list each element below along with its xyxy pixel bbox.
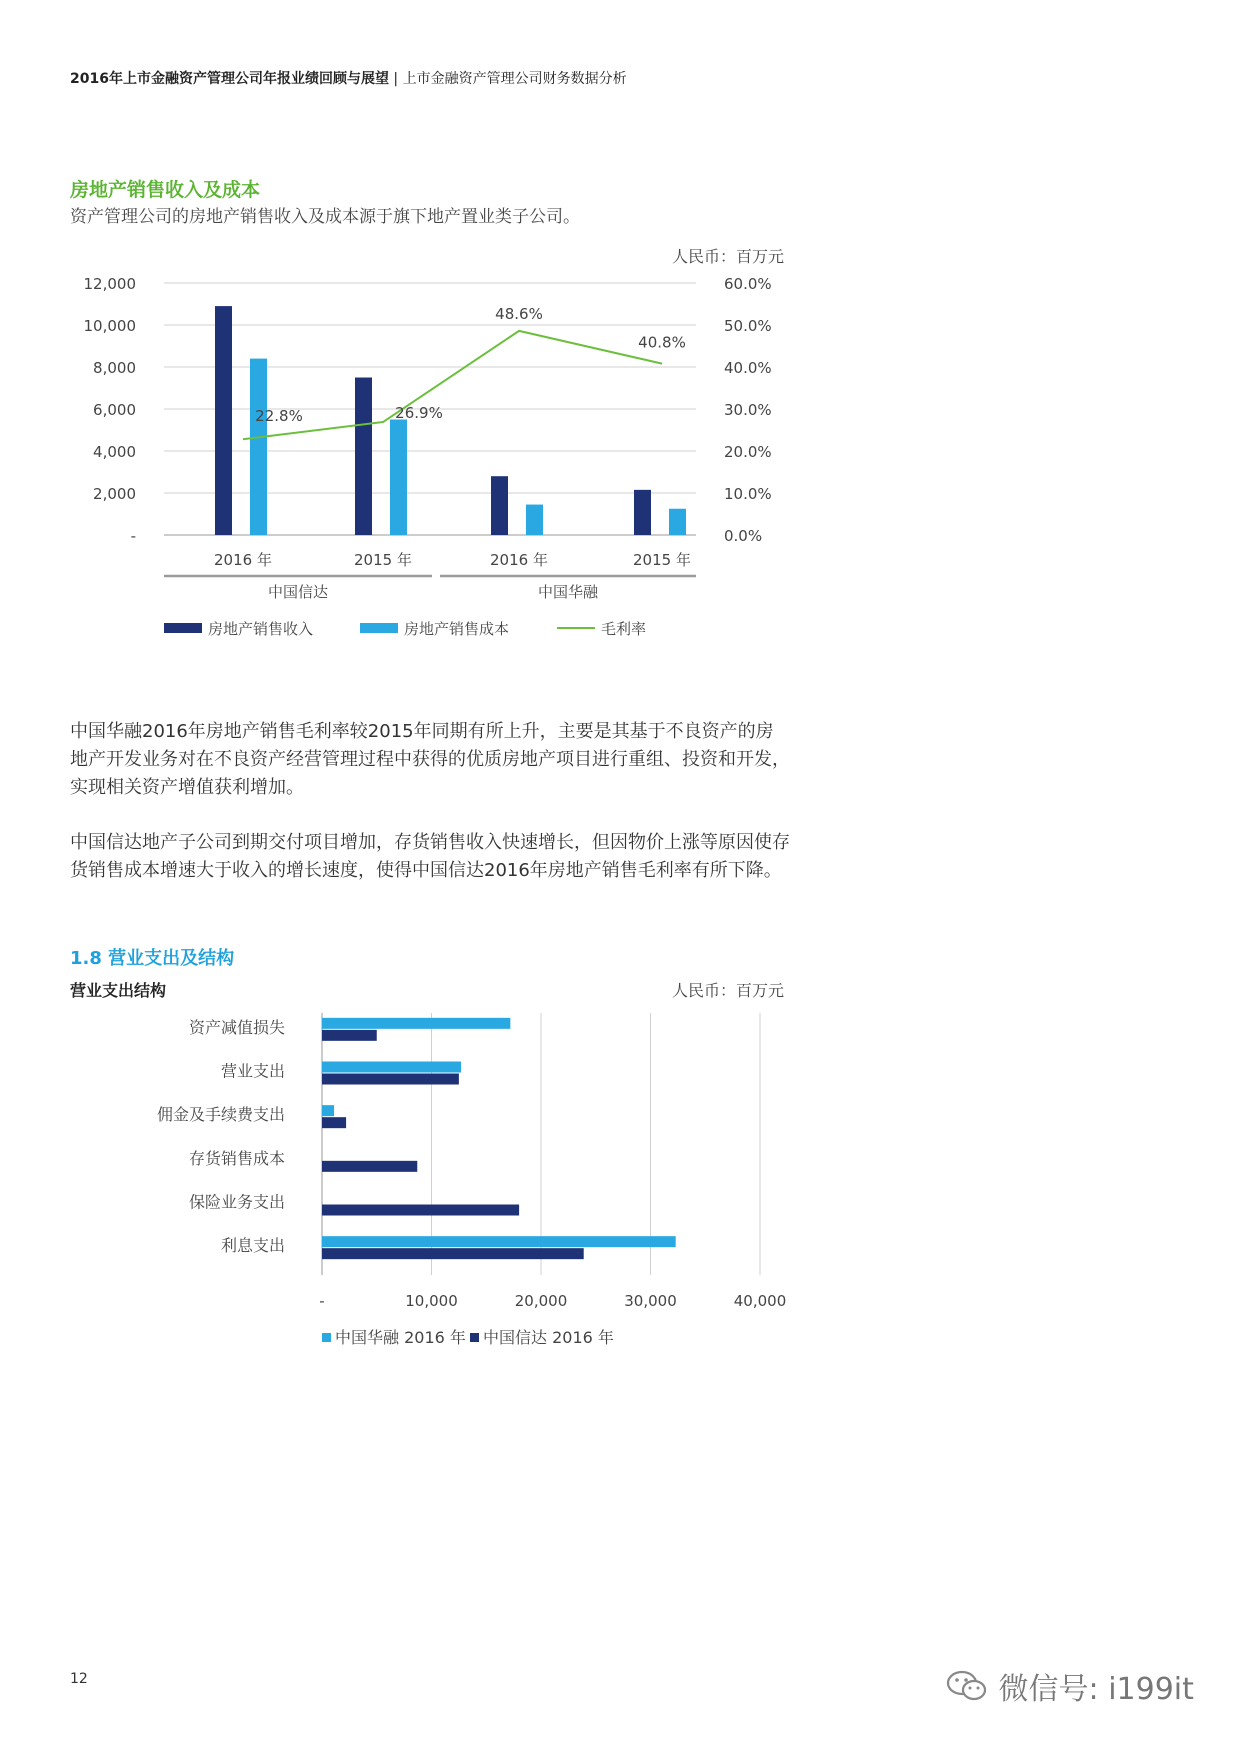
y-right-tick-label: 40.0%	[724, 359, 772, 377]
chart2-title: 营业支出结构	[70, 981, 167, 1000]
y-right-tick-label: 30.0%	[724, 401, 772, 419]
category-label: 保险业务支出	[188, 1192, 285, 1212]
y-right-tick-label: 10.0%	[724, 485, 772, 503]
line-gross-margin	[243, 331, 662, 439]
data-label-margin: 40.8%	[638, 333, 686, 352]
wechat-watermark	[945, 1664, 1194, 1708]
bar-cinda	[322, 1117, 346, 1128]
bar-revenue	[215, 306, 232, 535]
bar-cost	[669, 509, 686, 535]
bar-huarong	[322, 1105, 334, 1116]
legend-label: 毛利率	[601, 620, 647, 638]
y-left-tick-label: 4,000	[93, 443, 136, 461]
x-tick-label: 2015 年	[354, 551, 412, 569]
bar-cinda	[322, 1030, 377, 1041]
category-label: 资产减值损失	[188, 1017, 285, 1037]
category-label: 利息支出	[220, 1236, 285, 1256]
x-tick-label: 2016 年	[490, 551, 548, 569]
legend-label: 房地产销售收入	[208, 620, 314, 638]
x-tick-label: 20,000	[514, 1292, 568, 1310]
watermark-text: 微信号: i199it	[998, 1672, 1194, 1707]
header-separator: |	[393, 71, 399, 87]
y-right-tick-label: 20.0%	[724, 443, 772, 461]
bar-cinda	[322, 1161, 417, 1172]
section-title-operating-expense: 1.8 营业支出及结构	[70, 948, 235, 969]
bar-cinda	[322, 1248, 584, 1259]
x-tick-label: -	[319, 1292, 325, 1310]
legend-swatch	[470, 1333, 479, 1342]
y-left-tick-label: 6,000	[93, 401, 136, 419]
legend-label: 中国信达 2016 年	[483, 1328, 614, 1347]
category-label: 存货销售成本	[188, 1148, 285, 1168]
bar-revenue	[355, 378, 372, 536]
legend-label: 中国华融 2016 年	[335, 1328, 466, 1347]
y-left-tick-label: 10,000	[83, 317, 136, 335]
section-title-real-estate: 房地产销售收入及成本	[70, 179, 261, 201]
group-label: 中国信达	[267, 583, 329, 601]
y-left-tick-label: 8,000	[93, 359, 136, 377]
category-label: 佣金及手续费支出	[156, 1105, 285, 1125]
paragraph-huarong: 中国华融2016年房地产销售毛利率较2015年同期有所上升，主要是其基于不良资产的房地产开发业务对在不良资产经营管理过程中获得的优质房地产项目进行重组、投资和开发，实现相关资产增值获利增加。	[70, 721, 790, 798]
bar-cinda	[322, 1205, 519, 1216]
header-title-bold: 2016年上市金融资产管理公司年报业绩回顾与展望	[70, 71, 389, 87]
y-right-tick-label: 60.0%	[724, 275, 772, 293]
bar-cost	[250, 359, 267, 535]
x-tick-label: 40,000	[733, 1292, 787, 1310]
header-title-rest: 上市金融资产管理公司财务数据分析	[402, 71, 627, 87]
bar-cost	[390, 420, 407, 536]
category-label: 营业支出	[220, 1061, 285, 1081]
y-left-tick-label: -	[130, 527, 136, 545]
operating-expense-chart	[130, 1005, 810, 1385]
data-label-margin: 48.6%	[495, 304, 543, 323]
group-label: 中国华融	[537, 583, 599, 601]
y-right-tick-label: 50.0%	[724, 317, 772, 335]
page-number: 12	[70, 1671, 88, 1687]
data-label-margin: 22.8%	[255, 407, 303, 426]
wechat-logo-icon	[945, 1669, 989, 1703]
legend-swatch	[360, 623, 398, 633]
x-tick-label: 10,000	[405, 1292, 458, 1310]
y-right-tick-label: 0.0%	[724, 527, 763, 545]
chart1-unit-label: 人民币：百万元	[672, 247, 785, 266]
y-left-tick-label: 12,000	[83, 275, 136, 293]
x-tick-label: 2015 年	[633, 551, 691, 569]
bar-cost	[526, 505, 543, 535]
legend-swatch	[164, 623, 202, 633]
bar-huarong	[322, 1018, 510, 1029]
page-header	[70, 68, 627, 88]
legend-label: 房地产销售成本	[404, 620, 510, 638]
bar-cinda	[322, 1074, 459, 1085]
data-label-margin: 26.9%	[395, 404, 443, 423]
bar-huarong	[322, 1236, 676, 1247]
bar-revenue	[634, 490, 651, 535]
paragraph-cinda: 中国信达地产子公司到期交付项目增加，存货销售收入快速增长，但因物价上涨等原因使存货销售成本增速大于收入的增长速度，使得中国信达2016年房地产销售毛利率有所下降。	[70, 832, 790, 881]
bar-revenue	[491, 476, 508, 535]
bar-huarong	[322, 1062, 461, 1073]
real-estate-chart	[60, 268, 780, 653]
chart2-unit-label: 人民币：百万元	[672, 981, 785, 1000]
x-tick-label: 30,000	[624, 1292, 677, 1310]
y-left-tick-label: 2,000	[93, 485, 136, 503]
section-subtitle-real-estate: 资产管理公司的房地产销售收入及成本源于旗下地产置业类子公司。	[70, 207, 580, 227]
legend-swatch	[322, 1333, 331, 1342]
x-tick-label: 2016 年	[214, 551, 272, 569]
